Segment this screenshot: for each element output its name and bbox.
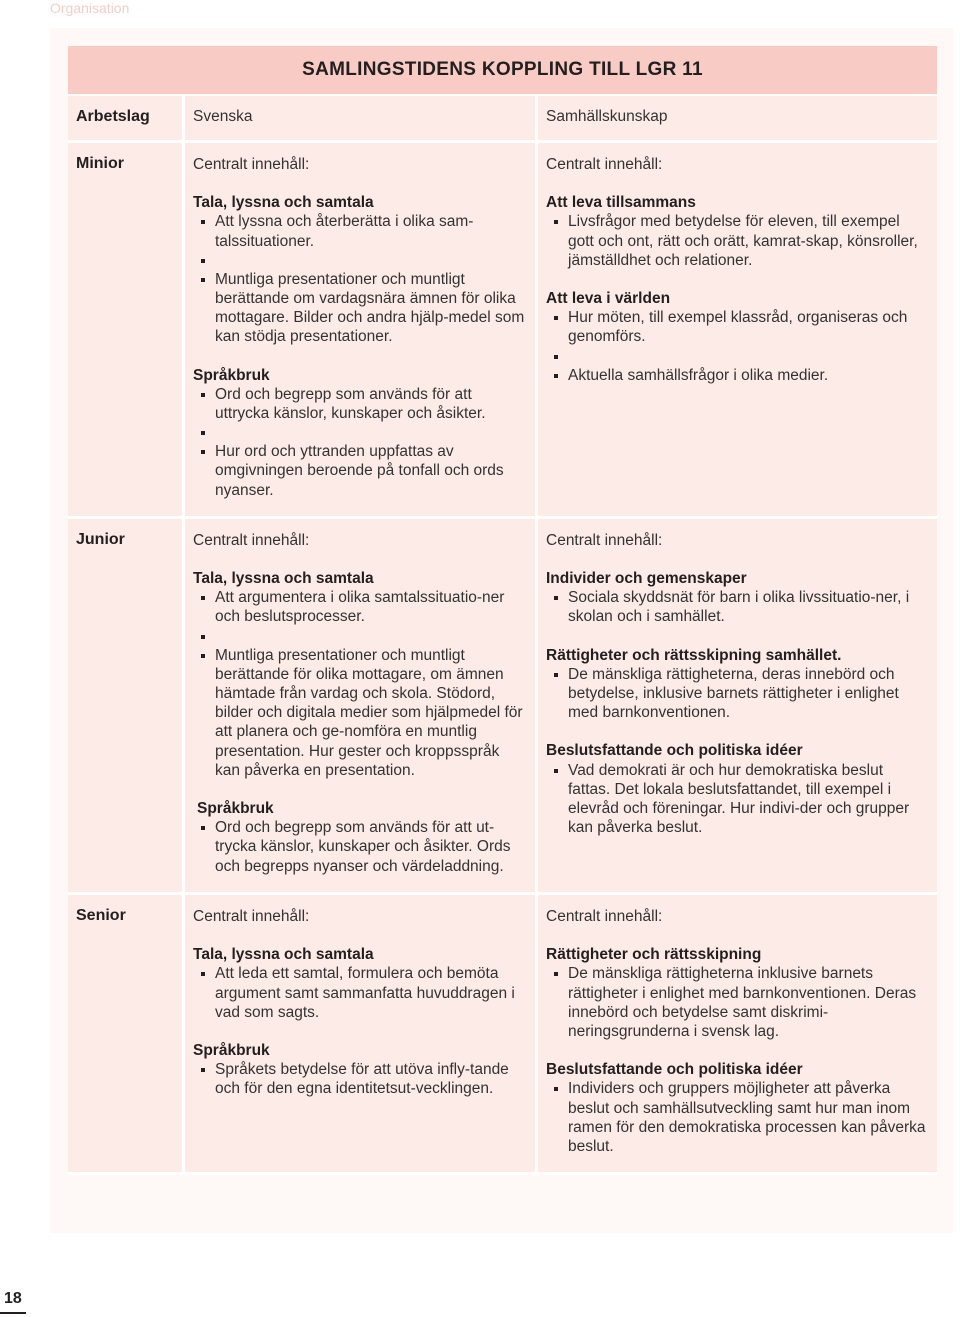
bullet-item: Att lyssna och återberätta i olika sam-talssituationer. — [193, 212, 527, 250]
header-subject-svenska: Svenska — [193, 108, 253, 125]
row-label: Minior — [76, 155, 124, 172]
page-number-rule — [0, 1312, 26, 1314]
bullet-item: Muntliga presentationer och muntligt berättande för olika mottagare, om ämnen hämtade från vardag och skola. Stödord, bilder och digitala medier som hjälpmedel för att planera och ge-nomföra en muntlig presentation. Hur gester och kroppsspråk kan påverka en presentation. — [193, 646, 527, 780]
group-heading: Individer och gemenskaper — [546, 570, 747, 588]
bullet-item: Aktuella samhällsfrågor i olika medier. — [546, 366, 929, 385]
intro-text: Centralt innehåll: — [546, 531, 663, 549]
svenska-content — [185, 143, 535, 516]
group-heading: Språkbruk — [193, 1041, 270, 1059]
samhallskunskap-content — [538, 895, 937, 1172]
bullet-item: Sociala skyddsnät för barn i olika livssituatio-ner, i skolan och i samhället. — [546, 588, 929, 626]
bullet-item: Hur möten, till exempel klassråd, organiseras och genomförs. — [546, 308, 929, 346]
table-row — [68, 519, 937, 895]
table-title: SAMLINGSTIDENS KOPPLING TILL LGR 11 — [68, 46, 937, 96]
intro-text: Centralt innehåll: — [193, 531, 310, 549]
group-heading: Beslutsfattande och politiska idéer — [546, 1061, 803, 1079]
bullet-item: Språkets betydelse för att utöva infly-tande och för den egna identitetsut-vecklingen. — [193, 1060, 527, 1098]
table-row — [68, 143, 937, 519]
spacer — [193, 251, 527, 270]
intro-text: Centralt innehåll: — [546, 156, 663, 173]
bullet-item: Individers och gruppers möjligheter att påverka beslut och samhällsutveckling samt hur man inom ramen för den demokratiska processen kan påverka beslut. — [546, 1079, 929, 1156]
header-label: Arbetslag — [76, 108, 150, 125]
intro-text: Centralt innehåll: — [546, 907, 663, 925]
group-heading: Språkbruk — [197, 800, 274, 818]
intro-text: Centralt innehåll: — [193, 156, 310, 173]
group-heading: Rättigheter och rättsskipning samhället. — [546, 646, 842, 664]
spacer — [546, 347, 929, 366]
svenska-content — [185, 895, 535, 1115]
page-number: 18 — [4, 1290, 22, 1307]
group-heading: Att leva tillsammans — [546, 194, 696, 212]
header-subject-samhallskunskap: Samhällskunskap — [546, 108, 668, 125]
table-row — [68, 895, 937, 1175]
svenska-content — [185, 519, 535, 892]
table-header-row — [68, 96, 937, 143]
samhallskunskap-content — [538, 519, 937, 854]
group-heading: Tala, lyssna och samtala — [193, 946, 374, 964]
group-heading: Tala, lyssna och samtala — [193, 570, 374, 588]
group-heading: Språkbruk — [193, 366, 270, 384]
group-heading: Rättigheter och rättsskipning — [546, 946, 762, 964]
bullet-item: Vad demokrati är och hur demokratiska beslut fattas. Det lokala beslutsfattandet, till exempel i elevråd och föreningar. Hur indivi-der och grupper kan påverka beslut. — [546, 761, 929, 838]
running-head: Organisation — [50, 0, 130, 16]
spacer — [193, 627, 527, 646]
lgr-table — [68, 46, 937, 1175]
group-heading: Beslutsfattande och politiska idéer — [546, 742, 803, 760]
bullet-item: Att argumentera i olika samtalssituatio-ner och beslutsprocesser. — [193, 588, 527, 626]
bullet-item: De mänskliga rättigheterna inklusive barnets rättigheter i enlighet med barnkonventionen. Deras innebörd och betydelse samt diskrimi-neringsgrunderna i svensk lag. — [546, 964, 929, 1041]
intro-text: Centralt innehåll: — [193, 907, 310, 925]
bullet-item: Muntliga presentationer och muntligt berättande om vardagsnära ämnen för olika mottagare. Bilder och andra hjälp-medel som kan stödja presentationer. — [193, 270, 527, 347]
samhallskunskap-content — [538, 143, 937, 401]
bullet-item: Ord och begrepp som används för att uttrycka känslor, kunskaper och åsikter. — [193, 385, 527, 423]
spacer — [193, 423, 527, 442]
bullet-item: Hur ord och yttranden uppfattas av omgivningen beroende på tonfall och ords nyanser. — [193, 442, 527, 500]
bullet-item: Livsfrågor med betydelse för eleven, till exempel gott och ont, rätt och orätt, kamrat-skap, könsroller, jämställdhet och relationer. — [546, 212, 929, 270]
bullet-item: Ord och begrepp som används för att ut-trycka känslor, kunskaper och åsikter. Ords och begrepps nyanser och värdeladdning. — [193, 818, 527, 876]
bullet-item: Att leda ett samtal, formulera och bemöta argument samt sammanfatta huvuddragen i vad som sagts. — [193, 964, 527, 1022]
group-heading: Att leva i världen — [546, 290, 671, 308]
bullet-item: De mänskliga rättigheterna, deras innebörd och betydelse, inklusive barnets rättigheter i enlighet med barnkonventionen. — [546, 665, 929, 723]
row-label: Senior — [76, 906, 126, 924]
row-label: Junior — [76, 530, 125, 548]
group-heading: Tala, lyssna och samtala — [193, 194, 374, 212]
